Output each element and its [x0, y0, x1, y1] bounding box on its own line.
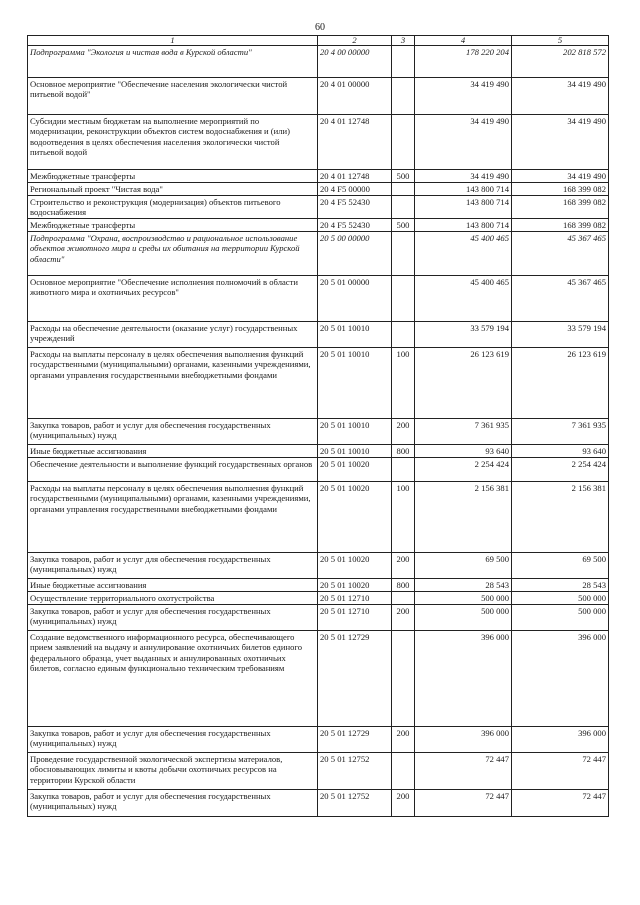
- row-sum-2023: 93 640: [415, 445, 512, 458]
- row-name: Создание ведомственного информационного ресурса, обеспечивающего прием заявлений на выдачу и аннулирование охотничьих билетов единого федерального образца, учет выданных и аннулированных охотничьих билетов, согласно единым функционально техническим требованиям: [28, 631, 318, 727]
- row-sum-2023: 45 400 465: [415, 232, 512, 276]
- row-name: Закупка товаров, работ и услуг для обеспечения государственных (муниципальных) нужд: [28, 553, 318, 579]
- row-name: Строительство и реконструкция (модернизация) объектов питьевого водоснабжения: [28, 196, 318, 219]
- row-code: 20 5 01 10010: [318, 348, 392, 419]
- row-name: Иные бюджетные ассигнования: [28, 579, 318, 592]
- table-row: [28, 605, 609, 631]
- row-sum-2024: 396 000: [512, 631, 609, 727]
- row-vr: 100: [392, 482, 415, 553]
- row-code: 20 5 01 10010: [318, 322, 392, 348]
- row-vr: 200: [392, 553, 415, 579]
- row-sum-2023: 34 419 490: [415, 78, 512, 115]
- row-sum-2023: 72 447: [415, 790, 512, 817]
- row-vr: 200: [392, 605, 415, 631]
- row-code: 20 4 00 00000: [318, 46, 392, 78]
- table-row: [28, 458, 609, 482]
- row-name: Региональный проект "Чистая вода": [28, 183, 318, 196]
- table-row: [28, 232, 609, 276]
- table-row: [28, 276, 609, 322]
- row-vr: [392, 592, 415, 605]
- row-name: Основное мероприятие "Обеспечение исполнения полномочий в области животного мира и охотничьих ресурсов": [28, 276, 318, 322]
- table-header-row: [28, 36, 609, 46]
- row-code: 20 5 01 10020: [318, 579, 392, 592]
- row-code: 20 5 01 12752: [318, 753, 392, 790]
- row-sum-2024: 72 447: [512, 753, 609, 790]
- row-sum-2024: 45 367 465: [512, 276, 609, 322]
- page-number: 60: [315, 22, 325, 33]
- row-sum-2023: 500 000: [415, 605, 512, 631]
- row-sum-2023: 33 579 194: [415, 322, 512, 348]
- row-code: 20 4 01 12748: [318, 170, 392, 183]
- row-sum-2024: 500 000: [512, 605, 609, 631]
- row-sum-2024: 168 399 082: [512, 219, 609, 232]
- row-vr: [392, 183, 415, 196]
- row-name: Осуществление территориального охотустройства: [28, 592, 318, 605]
- row-code: 20 5 01 10010: [318, 445, 392, 458]
- row-name: Закупка товаров, работ и услуг для обеспечения государственных (муниципальных) нужд: [28, 605, 318, 631]
- table-row: [28, 219, 609, 232]
- row-sum-2024: 202 818 572: [512, 46, 609, 78]
- row-vr: 500: [392, 170, 415, 183]
- row-vr: [392, 458, 415, 482]
- row-name: Расходы на выплаты персоналу в целях обеспечения выполнения функций государственными (муниципальными) органами, казенными учреждениями, органами управления государственными внебюджетными фондами: [28, 482, 318, 553]
- row-code: 20 4 01 12748: [318, 115, 392, 170]
- row-vr: [392, 631, 415, 727]
- row-vr: 200: [392, 790, 415, 817]
- col-header-sum1: 4: [415, 36, 512, 46]
- row-vr: [392, 115, 415, 170]
- col-header-vr: 3: [392, 36, 415, 46]
- row-sum-2023: 7 361 935: [415, 419, 512, 445]
- row-sum-2024: 168 399 082: [512, 196, 609, 219]
- row-sum-2023: 34 419 490: [415, 170, 512, 183]
- row-name: Межбюджетные трансферты: [28, 219, 318, 232]
- row-sum-2024: 7 361 935: [512, 419, 609, 445]
- row-sum-2023: 143 800 714: [415, 183, 512, 196]
- row-sum-2024: 500 000: [512, 592, 609, 605]
- row-code: 20 5 01 10020: [318, 482, 392, 553]
- row-name: Закупка товаров, работ и услуг для обеспечения государственных (муниципальных) нужд: [28, 727, 318, 753]
- row-code: 20 5 01 12710: [318, 605, 392, 631]
- row-vr: 500: [392, 219, 415, 232]
- table-row: [28, 170, 609, 183]
- row-code: 20 4 01 00000: [318, 78, 392, 115]
- table-row: [28, 46, 609, 78]
- row-sum-2023: 26 123 619: [415, 348, 512, 419]
- row-sum-2023: 143 800 714: [415, 219, 512, 232]
- table-row: [28, 482, 609, 553]
- row-code: 20 5 01 12752: [318, 790, 392, 817]
- row-vr: [392, 753, 415, 790]
- row-name: Подпрограмма "Экология и чистая вода в Курской области": [28, 46, 318, 78]
- table-row: [28, 196, 609, 219]
- row-vr: [392, 46, 415, 78]
- row-name: Иные бюджетные ассигнования: [28, 445, 318, 458]
- row-code: 20 4 F5 52430: [318, 219, 392, 232]
- col-header-sum2: 5: [512, 36, 609, 46]
- row-name: Расходы на обеспечение деятельности (оказание услуг) государственных учреждений: [28, 322, 318, 348]
- row-code: 20 5 01 00000: [318, 276, 392, 322]
- row-sum-2024: 168 399 082: [512, 183, 609, 196]
- row-vr: 200: [392, 419, 415, 445]
- row-sum-2023: 500 000: [415, 592, 512, 605]
- row-sum-2023: 45 400 465: [415, 276, 512, 322]
- table-row: [28, 445, 609, 458]
- row-name: Подпрограмма "Охрана, воспроизводство и рациональное использование объектов животного мира и среды их обитания на территории Курской области": [28, 232, 318, 276]
- row-sum-2023: 143 800 714: [415, 196, 512, 219]
- row-sum-2024: 33 579 194: [512, 322, 609, 348]
- row-sum-2023: 396 000: [415, 727, 512, 753]
- row-sum-2024: 34 419 490: [512, 115, 609, 170]
- table-row: [28, 753, 609, 790]
- row-sum-2024: 69 500: [512, 553, 609, 579]
- table-row: [28, 790, 609, 817]
- row-name: Межбюджетные трансферты: [28, 170, 318, 183]
- row-sum-2023: 2 254 424: [415, 458, 512, 482]
- row-sum-2023: 34 419 490: [415, 115, 512, 170]
- row-sum-2024: 72 447: [512, 790, 609, 817]
- row-sum-2024: 396 000: [512, 727, 609, 753]
- row-sum-2024: 2 156 381: [512, 482, 609, 553]
- table-row: [28, 322, 609, 348]
- budget-table: [27, 35, 609, 817]
- row-name: Проведение государственной экологической экспертизы материалов, обосновывающих лимиты и квоты добычи охотничьих ресурсов на территории Курской области: [28, 753, 318, 790]
- table-row: [28, 631, 609, 727]
- row-sum-2023: 72 447: [415, 753, 512, 790]
- row-sum-2024: 34 419 490: [512, 78, 609, 115]
- row-sum-2023: 396 000: [415, 631, 512, 727]
- table-row: [28, 348, 609, 419]
- row-vr: [392, 78, 415, 115]
- table-row: [28, 727, 609, 753]
- table-row: [28, 115, 609, 170]
- row-sum-2024: 2 254 424: [512, 458, 609, 482]
- row-code: 20 5 01 12710: [318, 592, 392, 605]
- row-code: 20 5 01 12729: [318, 631, 392, 727]
- row-name: Закупка товаров, работ и услуг для обеспечения государственных (муниципальных) нужд: [28, 419, 318, 445]
- row-code: 20 5 00 00000: [318, 232, 392, 276]
- row-code: 20 5 01 10010: [318, 419, 392, 445]
- row-vr: [392, 196, 415, 219]
- table-row: [28, 183, 609, 196]
- row-name: Закупка товаров, работ и услуг для обеспечения государственных (муниципальных) нужд: [28, 790, 318, 817]
- row-vr: [392, 322, 415, 348]
- row-name: Расходы на выплаты персоналу в целях обеспечения выполнения функций государственными (муниципальными) органами, казенными учреждениями, органами управления государственными внебюджетными фондами: [28, 348, 318, 419]
- row-vr: [392, 232, 415, 276]
- table-row: [28, 592, 609, 605]
- col-header-name: 1: [28, 36, 318, 46]
- row-sum-2024: 28 543: [512, 579, 609, 592]
- row-code: 20 5 01 12729: [318, 727, 392, 753]
- row-code: 20 5 01 10020: [318, 553, 392, 579]
- row-sum-2024: 45 367 465: [512, 232, 609, 276]
- row-sum-2023: 178 220 204: [415, 46, 512, 78]
- row-name: Субсидии местным бюджетам на выполнение мероприятий по модернизации, реконструкции объектов систем водоснабжения и (или) водоотведения в целях обеспечения населения экологически чистой питьевой водой: [28, 115, 318, 170]
- row-name: Обеспечение деятельности и выполнение функций государственных органов: [28, 458, 318, 482]
- table-row: [28, 579, 609, 592]
- row-sum-2023: 28 543: [415, 579, 512, 592]
- row-sum-2023: 69 500: [415, 553, 512, 579]
- row-sum-2024: 34 419 490: [512, 170, 609, 183]
- col-header-code: 2: [318, 36, 392, 46]
- row-code: 20 4 F5 00000: [318, 183, 392, 196]
- row-sum-2023: 2 156 381: [415, 482, 512, 553]
- row-vr: 100: [392, 348, 415, 419]
- row-vr: [392, 276, 415, 322]
- table-row: [28, 553, 609, 579]
- row-sum-2024: 26 123 619: [512, 348, 609, 419]
- row-vr: 200: [392, 727, 415, 753]
- row-sum-2024: 93 640: [512, 445, 609, 458]
- row-vr: 800: [392, 579, 415, 592]
- table-row: [28, 419, 609, 445]
- row-vr: 800: [392, 445, 415, 458]
- row-name: Основное мероприятие "Обеспечение населения экологически чистой питьевой водой": [28, 78, 318, 115]
- row-code: 20 4 F5 52430: [318, 196, 392, 219]
- table-row: [28, 78, 609, 115]
- row-code: 20 5 01 10020: [318, 458, 392, 482]
